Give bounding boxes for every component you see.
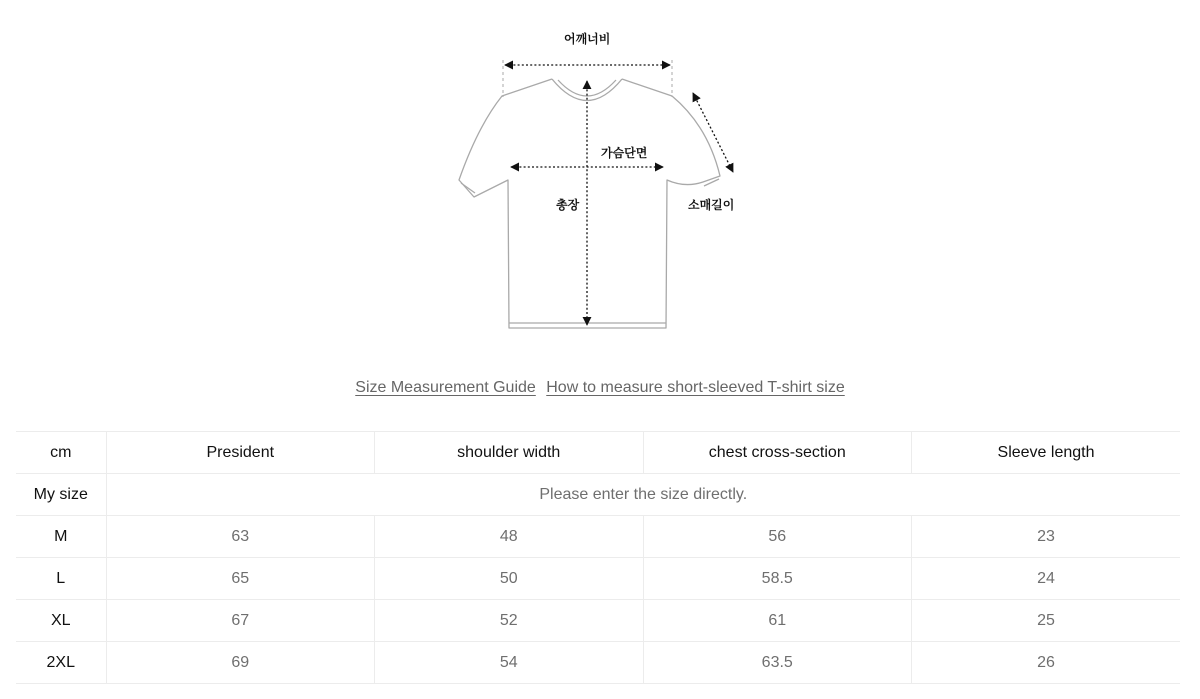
sleeve-length-value: 26 bbox=[912, 642, 1181, 684]
shoulder-width-label: 어깨너비 bbox=[564, 32, 611, 46]
table-row bbox=[16, 516, 1180, 558]
size-label: 2XL bbox=[16, 642, 106, 684]
length-label: 총장 bbox=[556, 198, 580, 212]
total-length-value: 63 bbox=[106, 516, 375, 558]
size-label: L bbox=[16, 558, 106, 600]
chest-value: 56 bbox=[643, 516, 912, 558]
my-size-label: My size bbox=[16, 474, 106, 516]
measurement-guide-links bbox=[0, 379, 1200, 397]
sleeve-length-value: 23 bbox=[912, 516, 1181, 558]
total-length-value: 69 bbox=[106, 642, 375, 684]
size-table bbox=[16, 431, 1180, 684]
chest-value: 61 bbox=[643, 600, 912, 642]
table-header-row bbox=[16, 432, 1180, 474]
sleeve-length-value: 24 bbox=[912, 558, 1181, 600]
size-label: XL bbox=[16, 600, 106, 642]
my-size-row bbox=[16, 474, 1180, 516]
chest-value: 63.5 bbox=[643, 642, 912, 684]
my-size-input-prompt[interactable]: Please enter the size directly. bbox=[106, 474, 1180, 516]
sleeve-length-arrow bbox=[693, 93, 733, 172]
header-total-length: President bbox=[106, 432, 375, 474]
shoulder-width-value: 54 bbox=[375, 642, 644, 684]
size-label: M bbox=[16, 516, 106, 558]
shoulder-width-value: 52 bbox=[375, 600, 644, 642]
table-row bbox=[16, 642, 1180, 684]
header-sleeve-length: Sleeve length bbox=[912, 432, 1181, 474]
tshirt-outline bbox=[459, 79, 720, 328]
shoulder-guides bbox=[503, 60, 672, 97]
sleeve-length-value: 25 bbox=[912, 600, 1181, 642]
table-row bbox=[16, 558, 1180, 600]
chest-label: 가슴단면 bbox=[601, 146, 648, 160]
total-length-value: 67 bbox=[106, 600, 375, 642]
total-length-value: 65 bbox=[106, 558, 375, 600]
sleeve-length-label: 소매길이 bbox=[688, 198, 735, 212]
header-unit: cm bbox=[16, 432, 106, 474]
shoulder-width-value: 50 bbox=[375, 558, 644, 600]
chest-value: 58.5 bbox=[643, 558, 912, 600]
header-chest: chest cross-section bbox=[643, 432, 912, 474]
size-measurement-guide-link[interactable]: Size Measurement Guide bbox=[355, 379, 536, 396]
table-row bbox=[16, 600, 1180, 642]
shoulder-width-value: 48 bbox=[375, 516, 644, 558]
short-sleeve-measure-link[interactable]: How to measure short-sleeved T-shirt size bbox=[546, 379, 845, 396]
header-shoulder-width: shoulder width bbox=[375, 432, 644, 474]
